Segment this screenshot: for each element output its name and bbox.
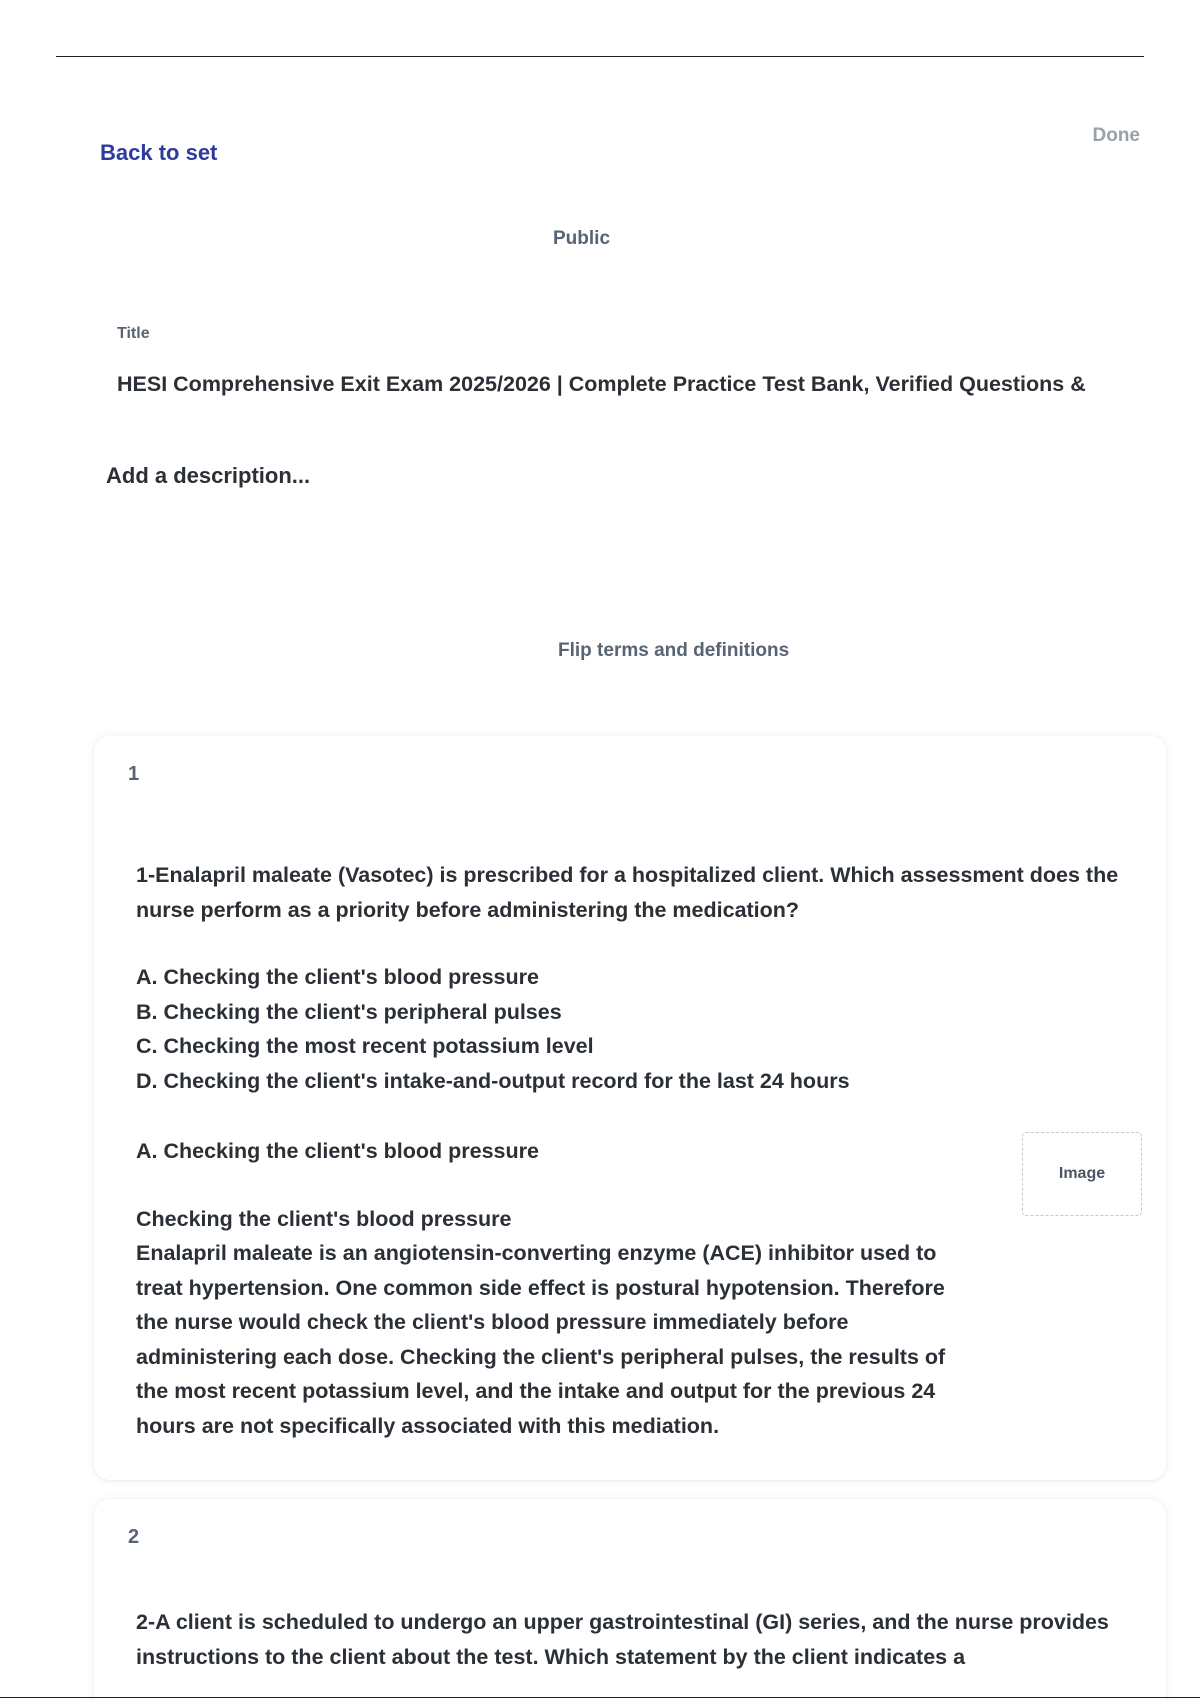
choice-c: C. Checking the most recent potassium level bbox=[136, 1034, 594, 1058]
choice-list bbox=[136, 960, 850, 1098]
card-number: 1 bbox=[128, 763, 140, 785]
choice-d: D. Checking the client's intake-and-output record for the last 24 hours bbox=[136, 1068, 850, 1093]
title-input[interactable]: HESI Comprehensive Exit Exam 2025/2026 | Complete Practice Test Bank, Verified Questions & bbox=[117, 372, 1086, 396]
top-divider bbox=[56, 56, 1144, 57]
definition-answer[interactable]: A. Checking the client's blood pressure bbox=[136, 1139, 539, 1163]
card-number: 2 bbox=[128, 1526, 140, 1548]
flashcard-1 bbox=[94, 736, 1166, 1480]
visibility-selector[interactable]: Public bbox=[553, 228, 611, 249]
back-to-set-link[interactable]: Back to set bbox=[100, 140, 218, 165]
choice-a: A. Checking the client's blood pressure bbox=[136, 965, 539, 989]
bottom-divider bbox=[0, 1697, 1200, 1698]
title-label: Title bbox=[117, 325, 150, 342]
image-label: Image bbox=[1058, 1165, 1106, 1182]
definition-field[interactable]: Enalapril maleate is an angiotensin-converting enzyme (ACE) inhibitor used to treat hypertension. One common side effect is postural hypotension. Therefore the nurse would check the client's blood pressure immediately before administering each dose. Checking the client's peripheral pulses, the results of the most recent potassium level, and the intake and output for the previous 24 hours are not specifically associated with this mediation. bbox=[136, 1241, 946, 1438]
term-field[interactable]: 1-Enalapril maleate (Vasotec) is prescribed for a hospitalized client. Which assessment does the nurse perform as a priority before administering the medication? bbox=[136, 863, 1119, 922]
choice-b: B. Checking the client's peripheral pulses bbox=[136, 999, 562, 1024]
term-field[interactable]: 2-A client is scheduled to undergo an upper gastrointestinal (GI) series, and the nurse provides instructions to the client about the test. Which statement by the client indicates a bbox=[136, 1610, 1109, 1669]
explanation-title[interactable]: Checking the client's blood pressure bbox=[136, 1207, 512, 1231]
image-upload-button[interactable] bbox=[1022, 1132, 1142, 1216]
done-button[interactable]: Done bbox=[1092, 125, 1140, 146]
description-input[interactable]: Add a description... bbox=[106, 463, 311, 488]
flip-terms-button[interactable]: Flip terms and definitions bbox=[558, 640, 790, 661]
flashcard-2 bbox=[94, 1499, 1166, 1700]
